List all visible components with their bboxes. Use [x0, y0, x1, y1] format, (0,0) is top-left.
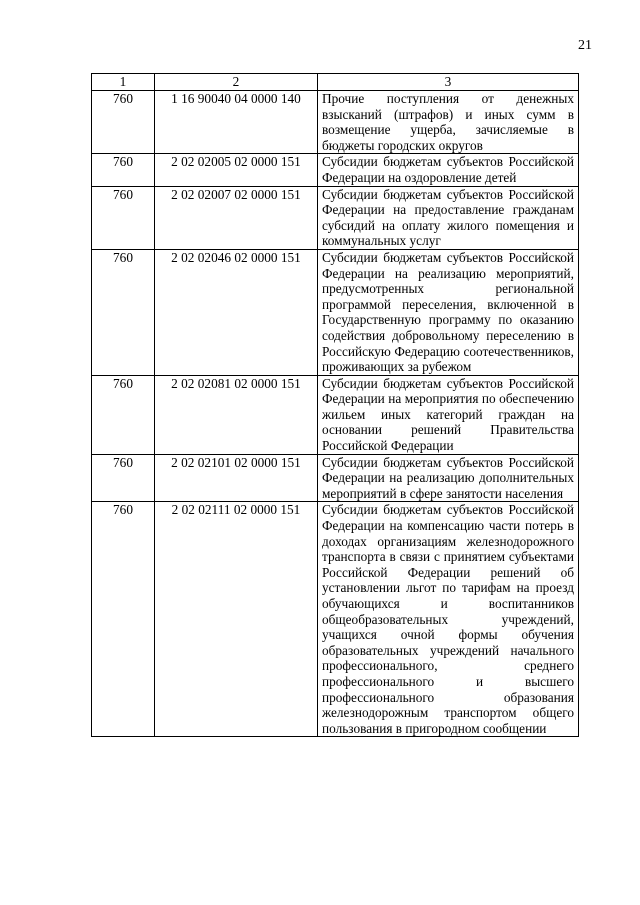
column-header-1: 1	[92, 74, 155, 91]
table-row	[92, 154, 579, 186]
description-cell: Субсидии бюджетам субъектов Российской Федерации на мероприятия по обеспечению жильем иных категорий граждан на основании решений Правительства Российской Федерации	[318, 375, 579, 454]
column-header-3: 3	[318, 74, 579, 91]
budget-code-cell: 2 02 02005 02 0000 151	[155, 154, 318, 186]
budget-code-cell: 2 02 02101 02 0000 151	[155, 454, 318, 502]
table-row	[92, 375, 579, 454]
admin-code-cell: 760	[92, 375, 155, 454]
admin-code-cell: 760	[92, 91, 155, 154]
admin-code-cell: 760	[92, 186, 155, 249]
admin-code-cell: 760	[92, 154, 155, 186]
budget-code-cell: 1 16 90040 04 0000 140	[155, 91, 318, 154]
table-header-row	[92, 74, 579, 91]
description-cell: Субсидии бюджетам субъектов Российской Федерации на предоставление гражданам субсидий на оплату жилого помещения и коммунальных услуг	[318, 186, 579, 249]
table-row	[92, 186, 579, 249]
admin-code-cell: 760	[92, 502, 155, 737]
budget-code-cell: 2 02 02081 02 0000 151	[155, 375, 318, 454]
admin-code-cell: 760	[92, 249, 155, 375]
table-row	[92, 502, 579, 737]
page-number: 21	[578, 38, 592, 53]
budget-code-cell: 2 02 02111 02 0000 151	[155, 502, 318, 737]
budget-code-cell: 2 02 02046 02 0000 151	[155, 249, 318, 375]
column-header-2: 2	[155, 74, 318, 91]
description-cell: Субсидии бюджетам субъектов Российской Федерации на оздоровление детей	[318, 154, 579, 186]
income-codes-table	[91, 73, 579, 737]
admin-code-cell: 760	[92, 454, 155, 502]
description-cell: Прочие поступления от денежных взысканий (штрафов) и иных сумм в возмещение ущерба, зачисляемые в бюджеты городских округов	[318, 91, 579, 154]
table-row	[92, 249, 579, 375]
table-row	[92, 454, 579, 502]
description-cell: Субсидии бюджетам субъектов Российской Федерации на реализацию мероприятий, предусмотренных региональной программой переселения, включенной в Государственную программу по оказанию содействия добровольному переселению в Российскую Федерацию соотечественников, проживающих за рубежом	[318, 249, 579, 375]
description-cell: Субсидии бюджетам субъектов Российской Федерации на реализацию дополнительных мероприятий в сфере занятости населения	[318, 454, 579, 502]
budget-code-cell: 2 02 02007 02 0000 151	[155, 186, 318, 249]
table-row	[92, 91, 579, 154]
description-cell: Субсидии бюджетам субъектов Российской Федерации на компенсацию части потерь в доходах организациям железнодорожного транспорта в связи с принятием субъектами Российской Федерации решений об установлении льгот по тарифам на проезд обучающихся и воспитанников общеобразовательных учреждений, учащихся очной формы обучения образовательных учреждений начального профессионального, среднего профессионального и высшего профессионального образования железнодорожным транспортом общего пользования в пригородном сообщении	[318, 502, 579, 737]
